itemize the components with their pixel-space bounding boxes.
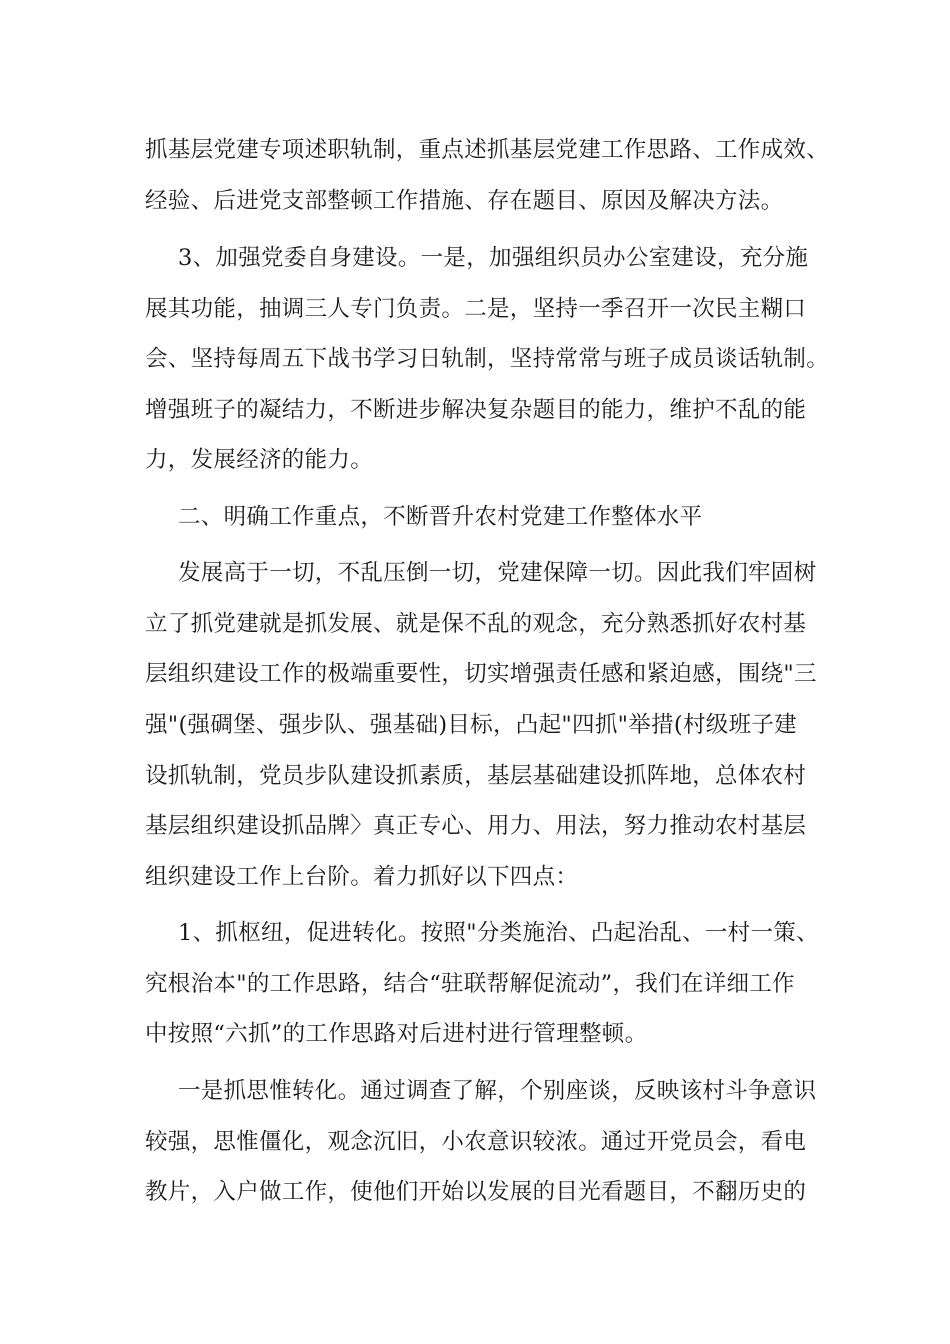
text-line: 发展高于一切，不乱压倒一切，党建保障一切。因此我们牢固树 — [178, 560, 817, 586]
text-line: 立了抓党建就是抓发展、就是保不乱的观念，充分熟悉抓好农村基 — [145, 611, 807, 637]
text-line: 教片，入户做工作，使他们开始以发展的目光看题目，不翻历史的 — [145, 1179, 807, 1205]
text-line: 经验、后进党支部整顿工作措施、存在题目、原因及解决方法。 — [145, 188, 784, 214]
text-line: 究根治本"的工作思路，结合“驻联帮解促流动”，我们在详细工作 — [145, 971, 795, 997]
text-line: 强"(强碉堡、强步队、强基础)目标，凸起"四抓"举措(村级班子建 — [145, 712, 797, 738]
text-line: 力，发展经济的能力。 — [145, 447, 374, 473]
text-line: 1、抓枢纽，促进转化。按照"分类施治、凸起治乱、一村一策、 — [178, 920, 819, 946]
text-line: 增强班子的凝结力，不断进步解决复杂题目的能力，维护不乱的能 — [145, 397, 807, 423]
text-line: 组织建设工作上台阶。着力抓好以下四点： — [145, 864, 579, 890]
text-line: 3、加强党委自身建设。一是，加强组织员办公室建设，充分施 — [178, 245, 809, 271]
section-heading-text: 二、明确工作重点，不断晋升农村党建工作整体水平 — [178, 504, 703, 530]
text-line: 设抓轨制，党员步队建设抓素质，基层基础建设抓阵地，总体农村 — [145, 763, 807, 789]
text-line: 会、坚持每周五下战书学习日轨制，坚持常常与班子成员谈话轨制。 — [145, 346, 830, 372]
text-line: 基层组织建设抓品牌〉真正专心、用力、用法，努力推动农村基层 — [145, 813, 807, 839]
text-line: 较强，思惟僵化，观念沉旧，小农意识较浓。通过开党员会，看电 — [145, 1129, 807, 1155]
text-line: 中按照“六抓”的工作思路对后进村进行管理整顿。 — [145, 1021, 648, 1047]
text-line: 层组织建设工作的极端重要性，切实增强责任感和紧迫感，围绕"三 — [145, 661, 817, 687]
text-line: 展其功能，抽调三人专门负责。二是，坚持一季召开一次民主糊口 — [145, 296, 807, 322]
text-line: 抓基层党建专项述职轨制，重点述抓基层党建工作思路、工作成效、 — [145, 137, 830, 163]
text-line: 一是抓思惟转化。通过调查了解，个别座谈，反映该村斗争意识 — [178, 1078, 817, 1104]
